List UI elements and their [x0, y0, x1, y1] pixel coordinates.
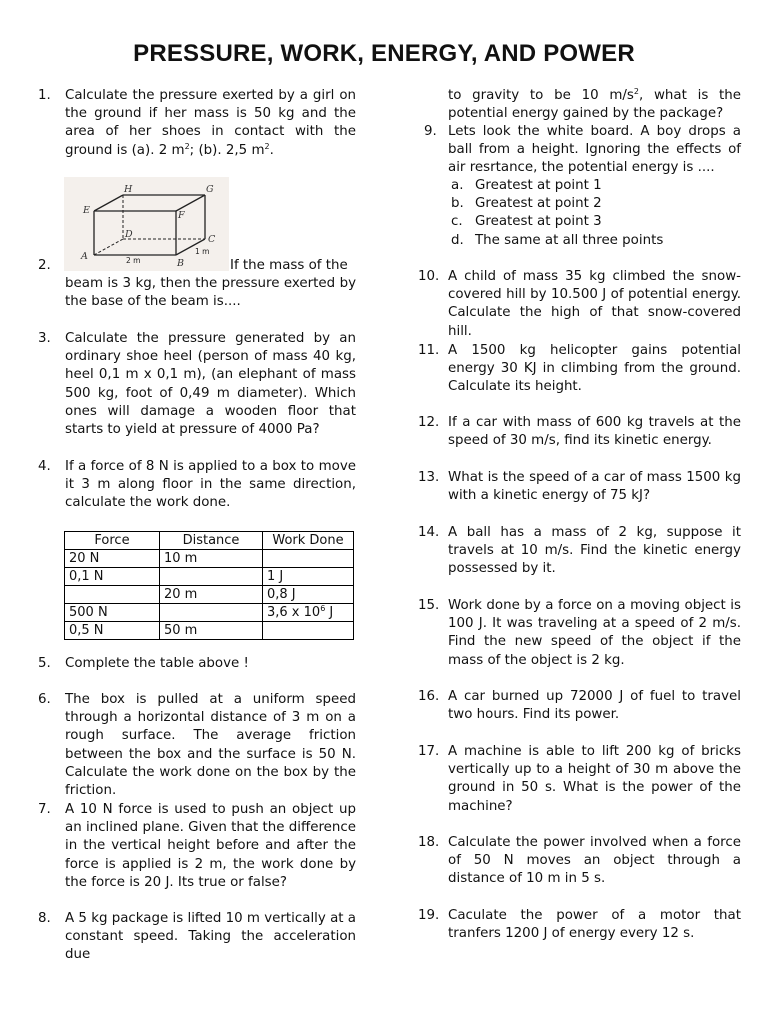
question-16: [418, 688, 741, 724]
vertex-label-h: H: [124, 184, 133, 195]
question-text: to gravity to be 10 $m/s^2$, what is the potential energy gained by the package?: [448, 87, 742, 122]
question-12: [418, 414, 741, 450]
question-number: 9.: [424, 124, 437, 139]
question-text: A 1500 kg helicopter gains potential energy 30 KJ in climbing from the ground. Calculate its height.: [448, 343, 741, 395]
column-header: Distance: [160, 532, 263, 550]
table-cell: [160, 604, 263, 622]
table-cell: 3,6 x $10^6$ J: [263, 604, 354, 622]
question-text: Caculate the power of a motor that tranfers 1200 J of energy every 12 s.: [448, 908, 741, 942]
question-5: [38, 655, 356, 673]
question-1: [38, 87, 356, 160]
table-row: [65, 568, 354, 586]
question-17: [418, 743, 741, 816]
question-19: [418, 907, 741, 943]
page-title: PRESSURE, WORK, ENERGY, AND POWER: [133, 40, 635, 67]
question-number: 17.: [418, 744, 440, 759]
question-7: [38, 801, 357, 892]
question-3: [38, 330, 356, 439]
table-cell: 0,1 N: [65, 568, 160, 586]
work-table: [64, 531, 354, 640]
question-6: [38, 691, 356, 800]
question-number: 15.: [418, 598, 440, 613]
question-number: 8.: [38, 911, 51, 926]
vertex-label-g: G: [206, 184, 214, 195]
length-label-bc: 1 m: [195, 247, 210, 256]
table-cell: 10 m: [160, 550, 263, 568]
table-row: [65, 550, 354, 568]
question-number: 19.: [418, 908, 440, 923]
question-text: A 10 N force is used to push an object up an inclined plane. Given that the difference in the vertical height before and after the force is applied is 2 m, the work done by the force is 20 J. Its true or false?: [65, 802, 357, 890]
vertex-label-a: A: [81, 251, 88, 262]
question-number: 7.: [38, 802, 51, 817]
question-number: 12.: [418, 415, 440, 430]
option-d: d. The same at all three points: [451, 232, 664, 248]
table-cell: 50 m: [160, 622, 263, 640]
question-number: 6.: [38, 692, 51, 707]
vertex-label-e: E: [83, 205, 90, 216]
table-cell: 20 m: [160, 586, 263, 604]
table-cell: [263, 550, 354, 568]
question-text: A child of mass 35 kg climbed the snow-covered hill by 10.500 J of potential energy. Calculate the high of that snow-covered hill.: [448, 269, 741, 339]
question-text: Calculate the pressure generated by an ordinary shoe heel (person of mass 40 kg, heel 0,1 m x 0,1 m), (an elephant of mass 500 kg, foot of 0,49 m diameter). Which ones will damage a wooden floor that starts to yield at pressure of 4000 Pa?: [65, 331, 356, 438]
question-15: [418, 597, 741, 670]
vertex-label-d: D: [125, 229, 133, 240]
table-row: [65, 604, 354, 622]
question-number: 2.: [38, 258, 51, 273]
question-text: If a car with mass of 600 kg travels at the speed of 30 m/s, find its kinetic energy.: [448, 415, 741, 449]
question-10: [418, 268, 741, 341]
question-number: 3.: [38, 331, 51, 346]
question-text: What is the speed of a car of mass 1500 kg with a kinetic energy of 75 kJ?: [448, 470, 741, 504]
question-8: [38, 910, 356, 965]
question-text: Complete the table above !: [65, 656, 249, 671]
question-8-continued: [448, 87, 741, 123]
question-text: If a force of 8 N is applied to a box to move it 3 m along floor in the same direction, calculate the work done.: [65, 459, 356, 511]
question-text: The box is pulled at a uniform speed through a horizontal distance of 3 m on a rough surface. The average friction between the box and the surface is 50 N. Calculate the work done on the box by the friction.: [65, 692, 356, 799]
table-cell: 20 N: [65, 550, 160, 568]
length-label-ab: 2 m: [126, 256, 141, 265]
table-cell: [263, 622, 354, 640]
vertex-label-c: C: [208, 234, 216, 245]
question-13: [418, 469, 741, 505]
question-text: beam is 3 kg, then the pressure exerted by the base of the beam is....: [65, 276, 356, 310]
question-9: [424, 123, 741, 178]
question-number: 11.: [418, 343, 440, 358]
question-14: [418, 524, 741, 579]
option-a: a. Greatest at point 1: [451, 178, 602, 193]
question-number: 14.: [418, 525, 440, 540]
table-header-row: [65, 532, 354, 550]
table-cell: 0,5 N: [65, 622, 160, 640]
question-number: 13.: [418, 470, 440, 485]
question-11: [418, 342, 741, 397]
table-row: [65, 622, 354, 640]
question-text: A car burned up 72000 J of fuel to travel two hours. Find its power.: [448, 689, 741, 723]
question-text: A 5 kg package is lifted 10 m vertically at a constant speed. Taking the acceleration due: [65, 911, 356, 963]
table-row: [65, 586, 354, 604]
question-18: [418, 834, 741, 889]
question-text: Lets look the white board. A boy drops a ball from a height. Ignoring the effects of air resrtance, the potential energy is ....: [448, 124, 741, 176]
question-number: 4.: [38, 459, 51, 474]
question-4: [38, 458, 356, 513]
table-cell: [160, 568, 263, 586]
table-cell: 500 N: [65, 604, 160, 622]
beam-diagram: [64, 177, 229, 271]
question-number: 5.: [38, 656, 51, 671]
table-cell: [65, 586, 160, 604]
column-header: Force: [65, 532, 160, 550]
question-9-options: [451, 177, 663, 250]
question-number: 1.: [38, 88, 51, 103]
question-text: Calculate the power involved when a force of 50 N moves an object through a distance of 10 m in 5 s.: [448, 835, 741, 887]
table-cell: 0,8 J: [263, 586, 354, 604]
vertex-label-b: B: [177, 258, 184, 269]
question-text: A machine is able to lift 200 kg of bricks vertically up to a height of 30 m above the ground in 50 s. What is the power of the machine?: [448, 744, 741, 814]
question-number: 18.: [418, 835, 440, 850]
question-number: 16.: [418, 689, 440, 704]
question-2-tail: If the mass of the: [230, 258, 348, 273]
question-text: Work done by a force on a moving object is 100 J. It was traveling at a speed of 2 m/s. Find the new speed of the object if the mass of the object is 2 kg.: [448, 598, 741, 668]
vertex-label-f: F: [178, 210, 185, 221]
question-number: 10.: [418, 269, 440, 284]
beam-figure: [64, 177, 229, 271]
table-cell: 1 J: [263, 568, 354, 586]
column-header: Work Done: [263, 532, 354, 550]
option-b: b. Greatest at point 2: [451, 196, 602, 212]
option-c: c. Greatest at point 3: [451, 214, 602, 230]
question-text: Calculate the pressure exerted by a girl on the ground if her mass is 50 kg and the area of her shoes in contact with the ground is (a). 2 $m^2$; (b). 2,5 $m^2$.: [65, 88, 356, 158]
question-text: A ball has a mass of 2 kg, suppose it travels at 10 m/s. Find the kinetic energy possessed by it.: [448, 525, 741, 577]
